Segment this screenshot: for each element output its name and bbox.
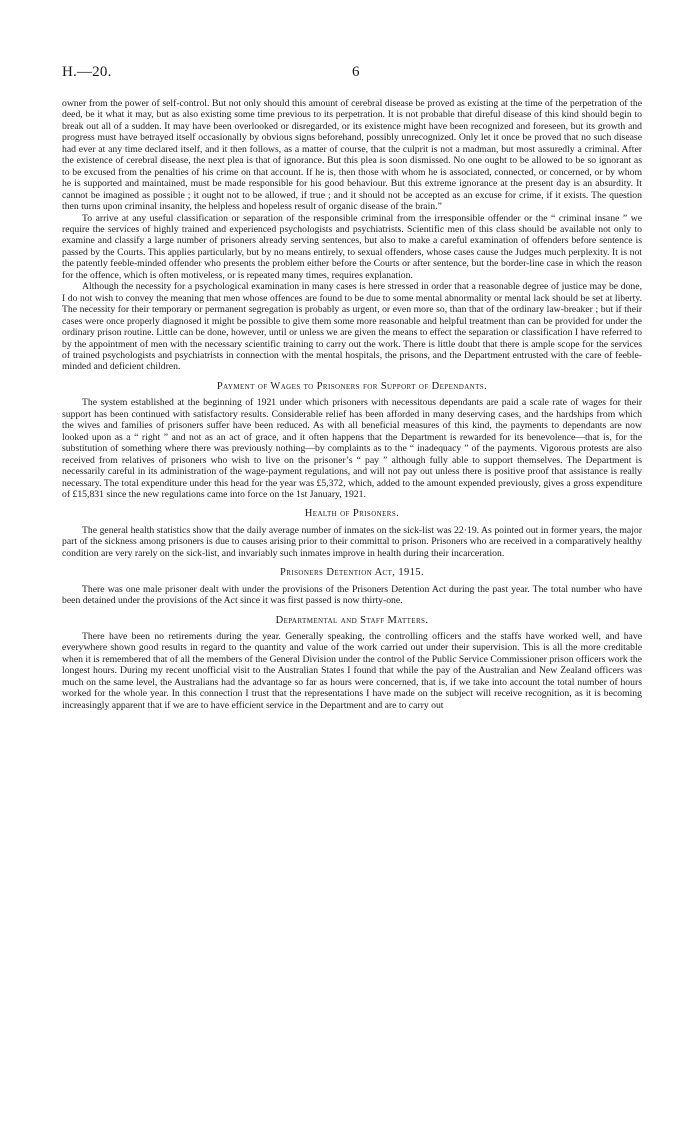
paragraph-staff-matters: There have been no retirements during the year. Generally speaking, the controlling officers and the staffs have worked well, and have everywhere shown good results in regard to the quantity and value of the work carried out under their supervision. This is all the more creditable when it is remembered that of all the members of the General Division under the control of the Public Service Commissioner prison officers work the longest hours. During my recent unofficial visit to the Australian States I found that while the pay of the Australian and New Zealand officers was much on the same level, the Australians had the advantage so far as hours were concerned, that is, if we take into account the total number of hours worked for the whole year. In this connection I trust that the representations I have made on the subject will receive recognition, as it is becoming increasingly apparent that if we are to have efficient service in the Department and are to carry out	[62, 631, 642, 711]
paragraph-psychological-examination: Although the necessity for a psychological examination in many cases is here stressed in order that a reasonable degree of justice may be done, I do not wish to convey the meaning that men whose offences are found to be due to some mental abnormality or mental lack should be set at liberty. The necessity for their temporary or permanent segregation is probably as urgent, or even more so, than that of the ordinary law-breaker ; but if their cases were once properly diagnosed it might be possible to give them some more reasonable and helpful treatment than can be provided for under the ordinary prison routine. Little can be done, however, until or unless we are given the means to effect the separation or classification I have referred to by the appointment of men with the necessary scientific training to carry out the work. There is little doubt that there is ample scope for the services of trained psychologists and psychiatrists in connection with the mental hospitals, the prisons, and the Department entrusted with the care of feeble-minded and deficient children.	[62, 281, 642, 373]
document-body	[62, 98, 642, 711]
page-header	[62, 64, 642, 88]
paragraph-classification: To arrive at any useful classification or separation of the responsible criminal from the irresponsible offender or the “ criminal insane ” we require the services of highly trained and experienced psychologists and psychiatrists. Scientific men of this class should be available not only to examine and classify a large number of prisoners already serving sentences, but also to make a careful examination of offenders before sentence is passed by the Courts. This applies particularly, but by no means entirely, to sexual offenders, whose cases cause the Judges much perplexity. It is not the patently feeble-minded offender who presents the problem either before the Courts or after sentence, but the border-line case in which the reason for the offence, which is often motiveless, or is repeated many times, requires explanation.	[62, 212, 642, 281]
section-heading-detention-act: Prisoners Detention Act, 1915.	[280, 567, 424, 579]
section-heading-staff-matters: Departmental and Staff Matters.	[275, 614, 429, 626]
section-heading-wages: Payment of Wages to Prisoners for Support of Dependants.	[216, 380, 488, 392]
section-heading-health: Health of Prisoners.	[304, 508, 400, 520]
document-reference: H.—20.	[62, 64, 112, 80]
paragraph-wages: The system established at the beginning of 1921 under which prisoners with necessitous dependants are paid a scale rate of wages for their support has been continued with satisfactory results. Considerable relief has been afforded in many deserving cases, and the hardships from which the wives and families of prisoners suffer have been reduced. As with all beneficial measures of this kind, the payments to dependants are now looked upon as a “ right ” and not as an act of grace, and it often happens that the Department is rewarded for its benevolence—that is, for the substitution of something where there was previously nothing—by complaints as to the “ inadequacy ” of the payments. Vigorous protests are also received from relatives of prisoners who wish to live on the prisoner’s “ pay ” although fully able to support themselves. The Department is necessarily careful in its administration of the wage-payment regulations, and will not pay out unless there is positive proof that assistance is really necessary. The total expenditure under this head for the year was £5,372, which, added to the amount expended previously, gives a gross expenditure of £15,831 since the new regulations came into force on the 1st January, 1921.	[62, 397, 642, 500]
paragraph-criminal-responsibility: owner from the power of self-control. But not only should this amount of cerebral disease be proved as existing at the time of the perpetration of the deed, be it what it may, but as also existing some time previous to its perpetration. It is not probable that direful disease of this kind should begin to break out all of a sudden. It may have been overlooked or disregarded, or its existence might have been recognized and foreseen, but its growth and progress must have betrayed itself occasionally by obvious signs beforehand, possibly unrecognized. Only let it once be proved that no such disease had ever at any time declared itself, and it then follows, as a matter of course, that the culprit is not a madman, but most assuredly a criminal. After the existence of cerebral disease, the next plea is that of ignorance. But this plea is soon dismissed. No one ought to be allowed to be so ignorant as to be excused from the penalties of his crime on that account. If he is, then those with whom he is associated, connected, or concerned, or by whom he is supported and maintained, must be made responsible for his good behaviour. But this extreme ignorance at the present day is an absurdity. It cannot be imagined as possible ; it ought not to be allowed, if true ; and it should not be accepted as an excuse for crime, if it exists. The question then turns upon criminal insanity, the helpless and hopeless result of organic disease of the brain.”	[62, 98, 642, 213]
page-number: 6	[352, 64, 360, 80]
paragraph-detention-act: There was one male prisoner dealt with under the provisions of the Prisoners Detention Act during the past year. The total number who have been detained under the provisions of the Act since it was first passed is now thirty-one.	[62, 583, 642, 607]
paragraph-health: The general health statistics show that the daily average number of inmates on the sick-list was 22·19. As pointed out in former years, the major part of the sickness among prisoners is due to causes arising prior to their committal to prison. Prisoners who are received in a comparatively healthy condition are very rarely on the sick-list, and invariably such inmates improve in health during their incarceration.	[62, 524, 642, 559]
